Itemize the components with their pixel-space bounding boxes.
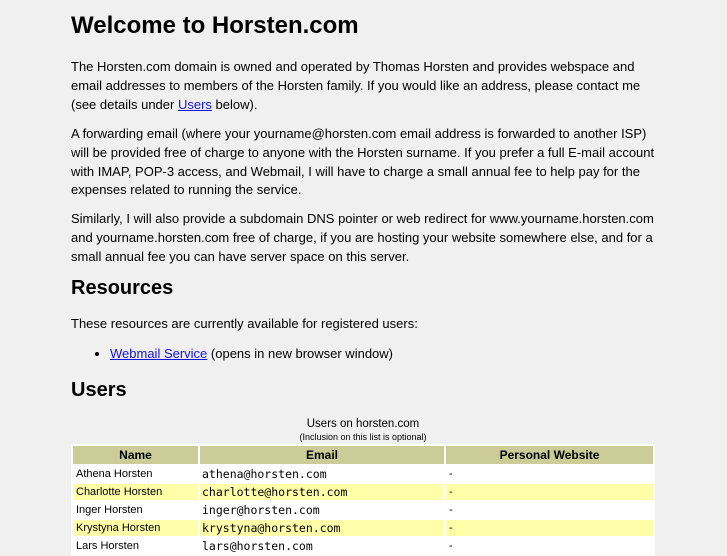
users-table-header-row (73, 446, 653, 464)
users-table-area (71, 417, 655, 556)
column-header-personal-website: Personal Website (446, 446, 653, 464)
user-email-cell: charlotte@horsten.com (200, 484, 444, 500)
users-table-caption (71, 417, 655, 443)
users-table-body (73, 466, 653, 554)
webmail-service-suffix: (opens in new browser window) (207, 345, 393, 361)
users-table-caption-line1: Users on horsten.com (306, 417, 420, 430)
user-table-row (73, 484, 653, 500)
users-table-caption-line2: (Inclusion on this list is optional) (299, 431, 427, 442)
intro-paragraph-1 (71, 58, 658, 115)
intro-p1-text-after: below). (211, 96, 258, 112)
user-table-row (73, 466, 653, 482)
users-anchor-link[interactable]: Users (177, 96, 212, 112)
user-name-cell: Athena Horsten (73, 466, 198, 482)
resources-heading: Resources (71, 277, 174, 300)
user-name-cell: Inger Horsten (73, 502, 198, 518)
webmail-service-link[interactable]: Webmail Service (110, 345, 208, 361)
user-email-cell: inger@horsten.com (200, 502, 444, 518)
user-email-cell: krystyna@horsten.com (200, 520, 444, 536)
user-table-row (73, 502, 653, 518)
intro-p1-text-before: The Horsten.com domain is owned and operated by Thomas Horsten and provides webspace and email addresses to members of the Horsten family. If you would like an address, please contact me (see details under (71, 59, 641, 112)
user-email-cell: lars@horsten.com (200, 538, 444, 554)
user-email-cell: athena@horsten.com (200, 466, 444, 482)
intro-paragraph-2: A forwarding email (where your yourname@horsten.com email address is forwarded to another ISP) will be provided free of charge to anyone with the Horsten surname. If you prefer a full E-mail account with IMAP, POP-3 access, and Webmail, I will have to charge a small annual fee to help pay for the expenses related to running the service. (71, 125, 655, 198)
column-header-email: Email (200, 446, 444, 464)
user-table-row (73, 520, 653, 536)
user-name-cell: Krystyna Horsten (73, 520, 198, 536)
page-title: Welcome to Horsten.com (71, 12, 359, 39)
resources-list-item (110, 344, 658, 363)
resources-list (71, 344, 658, 363)
intro-paragraph-3: Similarly, I will also provide a subdomain DNS pointer or web redirect for www.yourname.horsten.com and yourname.horsten.com free of charge, if you are hosting your website somewhere else, and for a small annual fee you can have server space on this server. (71, 211, 654, 265)
users-heading: Users (71, 378, 127, 401)
resources-intro: These resources are currently available for registered users: (71, 316, 418, 332)
user-name-cell: Charlotte Horsten (73, 484, 198, 500)
column-header-name: Name (73, 446, 198, 464)
user-website-cell: - (446, 538, 653, 554)
user-table-row (73, 538, 653, 554)
user-website-cell: - (446, 484, 653, 500)
user-website-cell: - (446, 520, 653, 536)
user-website-cell: - (446, 466, 653, 482)
users-table (71, 444, 655, 556)
user-website-cell: - (446, 502, 653, 518)
user-name-cell: Lars Horsten (73, 538, 198, 554)
